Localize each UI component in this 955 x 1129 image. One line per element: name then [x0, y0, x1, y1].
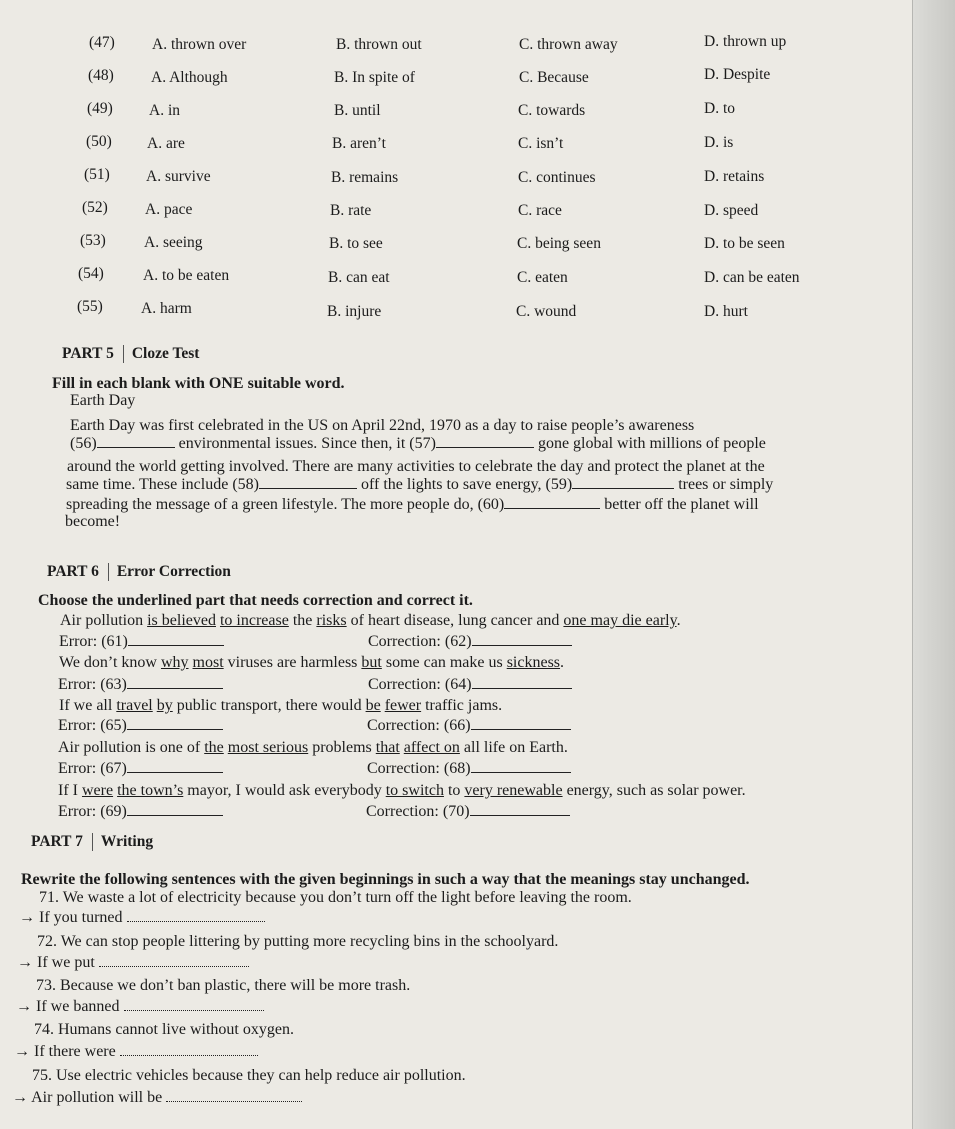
passage-title: Earth Day — [70, 392, 136, 409]
option-a: A. are — [147, 135, 185, 152]
answer-prompt: → If there were — [14, 1043, 116, 1060]
correction-label: Correction: (66) — [367, 717, 471, 734]
option-c: C. thrown away — [519, 36, 618, 53]
option-c: C. being seen — [517, 235, 601, 252]
sentence-text: public transport, there would — [172, 697, 366, 714]
option-c: C. race — [518, 202, 562, 219]
error-answer — [58, 760, 223, 778]
part6-instruction: Choose the underlined part that needs correction and correct it. — [38, 592, 473, 609]
sentence-text: Air pollution is one of — [58, 739, 205, 756]
writing-answer — [12, 1089, 302, 1107]
option-c: C. eaten — [517, 269, 568, 286]
passage-line — [66, 496, 759, 514]
writing-question: 75. Use electric vehicles because they can help reduce air pollution. — [32, 1067, 466, 1084]
answer-blank[interactable] — [97, 435, 175, 448]
answer-line[interactable] — [120, 1043, 258, 1056]
underlined-part: one may die early — [563, 612, 677, 629]
answer-blank[interactable] — [572, 476, 674, 489]
sentence-text: Air pollution — [60, 612, 148, 629]
sentence-text: all life on Earth. — [459, 739, 568, 756]
passage-line: Earth Day was first celebrated in the US on April 22nd, 1970 as a day to raise people’s awareness — [70, 417, 695, 434]
underlined-part: were — [81, 782, 114, 799]
part7-instruction: Rewrite the following sentences with the given beginnings in such a way that the meanings stay unchanged. — [21, 871, 750, 888]
part7-title: Writing — [100, 833, 154, 850]
correction-label: Correction: (62) — [368, 633, 472, 650]
underlined-part: why — [160, 654, 189, 671]
sentence-text: the — [288, 612, 317, 629]
error-label: Error: (67) — [58, 760, 127, 777]
underlined-part: affect on — [403, 739, 460, 756]
underlined-part: but — [361, 654, 382, 671]
option-a: A. to be eaten — [143, 267, 230, 284]
writing-answer — [19, 909, 265, 927]
sentence-text: If I — [58, 782, 82, 799]
passage-text: trees or simply — [678, 476, 774, 493]
option-a: A. pace — [145, 201, 193, 218]
sentence-text: viruses are harmless — [223, 654, 362, 671]
answer-blank[interactable] — [470, 803, 570, 816]
answer-blank[interactable] — [471, 717, 571, 730]
error-answer — [58, 717, 223, 735]
answer-blank[interactable] — [127, 717, 223, 730]
part5-label: PART 5 — [62, 345, 124, 363]
correction-answer — [368, 633, 572, 651]
option-b: B. can eat — [328, 269, 390, 286]
question-number: (50) — [86, 133, 112, 150]
option-d: D. hurt — [704, 303, 748, 320]
sentence-text: energy, such as solar power. — [562, 782, 746, 799]
option-b: B. aren’t — [332, 135, 386, 152]
option-b: B. until — [334, 102, 381, 119]
underlined-part: very renewable — [464, 782, 563, 799]
option-c: C. continues — [518, 169, 596, 186]
underlined-part: be — [365, 697, 381, 714]
underlined-part: risks — [316, 612, 347, 629]
question-number: (47) — [89, 34, 115, 51]
sentence-text: some can make us — [381, 654, 507, 671]
option-b: B. injure — [327, 303, 382, 320]
sentence-text: If we all — [59, 697, 117, 714]
answer-blank[interactable] — [472, 676, 572, 689]
writing-answer — [16, 998, 264, 1016]
option-d: D. can be eaten — [704, 269, 800, 286]
sentence-text: to — [443, 782, 465, 799]
part7-label: PART 7 — [31, 833, 93, 851]
answer-blank[interactable] — [471, 760, 571, 773]
blank-label: (56) — [70, 435, 97, 452]
answer-line[interactable] — [166, 1089, 302, 1102]
underlined-part: to increase — [219, 612, 289, 629]
option-a: A. seeing — [144, 234, 203, 251]
sentence-text: . — [560, 654, 565, 671]
error-sentence — [59, 697, 502, 715]
error-answer — [58, 803, 223, 821]
answer-blank[interactable] — [128, 633, 224, 646]
correction-answer — [367, 717, 571, 735]
error-label: Error: (63) — [58, 676, 127, 693]
option-a: A. thrown over — [152, 36, 247, 53]
sentence-text: traffic jams. — [421, 697, 503, 714]
writing-question: 74. Humans cannot live without oxygen. — [34, 1021, 294, 1038]
part6-heading — [47, 563, 231, 581]
answer-line[interactable] — [124, 998, 264, 1011]
correction-answer — [368, 676, 572, 694]
option-a: A. in — [149, 102, 180, 119]
answer-blank[interactable] — [504, 496, 600, 509]
answer-prompt: → If we banned — [16, 998, 120, 1015]
part5-heading — [62, 345, 199, 363]
sentence-text: mayor, I would ask everybody — [183, 782, 386, 799]
passage-text: same time. These include (58) — [66, 476, 259, 493]
option-a: A. harm — [141, 300, 192, 317]
answer-blank[interactable] — [127, 760, 223, 773]
correction-answer — [366, 803, 570, 821]
part5-instruction: Fill in each blank with ONE suitable word. — [52, 375, 345, 392]
underlined-part: is believed — [147, 612, 216, 629]
question-number: (49) — [87, 100, 113, 117]
sentence-text: We don’t know — [59, 654, 161, 671]
part7-heading — [31, 833, 153, 851]
error-answer — [58, 676, 223, 694]
question-number: (51) — [84, 166, 110, 183]
passage-line: become! — [65, 513, 121, 530]
part6-label: PART 6 — [47, 563, 109, 581]
question-number: (48) — [88, 67, 114, 84]
sentence-text: . — [676, 612, 681, 629]
option-a: A. survive — [146, 168, 211, 185]
error-sentence — [60, 612, 681, 630]
option-a: A. Although — [151, 69, 228, 86]
underlined-part: fewer — [384, 697, 422, 714]
underlined-part: the — [204, 739, 224, 756]
option-d: D. to — [704, 100, 735, 117]
question-number: (53) — [80, 232, 106, 249]
answer-blank[interactable] — [436, 435, 534, 448]
answer-blank[interactable] — [259, 476, 357, 489]
error-answer — [59, 633, 224, 651]
writing-answer — [17, 954, 249, 972]
option-b: B. rate — [330, 202, 372, 219]
underlined-part: travel — [116, 697, 153, 714]
error-sentence — [58, 739, 568, 757]
underlined-part: most — [192, 654, 224, 671]
option-b: B. thrown out — [336, 36, 422, 53]
correction-label: Correction: (64) — [368, 676, 472, 693]
error-label: Error: (61) — [59, 633, 128, 650]
page-edge — [912, 0, 955, 1129]
question-number: (54) — [78, 265, 104, 282]
option-d: D. retains — [704, 168, 765, 185]
writing-answer — [14, 1043, 258, 1061]
passage-text: better off the planet will — [604, 496, 759, 513]
option-d: D. Despite — [704, 66, 771, 83]
answer-prompt: → Air pollution will be — [12, 1089, 163, 1106]
correction-label: Correction: (68) — [367, 760, 471, 777]
answer-prompt: → If you turned — [19, 909, 123, 926]
error-label: Error: (65) — [58, 717, 127, 734]
answer-line[interactable] — [127, 909, 265, 922]
sentence-text: of heart disease, lung cancer and — [346, 612, 564, 629]
option-d: D. to be seen — [704, 235, 785, 252]
passage-line: around the world getting involved. There are many activities to celebrate the day and protect the planet at the — [67, 458, 765, 475]
correction-answer — [367, 760, 571, 778]
passage-line — [66, 476, 773, 494]
error-label: Error: (69) — [58, 803, 127, 820]
passage-line — [70, 435, 766, 453]
passage-text: environmental issues. Since then, it (57) — [178, 435, 436, 452]
part6-title: Error Correction — [116, 563, 231, 580]
underlined-part: to switch — [385, 782, 444, 799]
correction-label: Correction: (70) — [366, 803, 470, 820]
option-c: C. isn’t — [518, 135, 564, 152]
sentence-text: problems — [308, 739, 376, 756]
option-b: B. remains — [331, 169, 399, 186]
answer-blank[interactable] — [127, 803, 223, 816]
underlined-part: sickness — [506, 654, 561, 671]
answer-blank[interactable] — [127, 676, 223, 689]
writing-question: 71. We waste a lot of electricity because you don’t turn off the light before leaving the room. — [39, 889, 632, 906]
answer-blank[interactable] — [472, 633, 572, 646]
option-d: D. speed — [704, 202, 759, 219]
writing-question: 72. We can stop people littering by putting more recycling bins in the schoolyard. — [37, 933, 559, 950]
question-number: (52) — [82, 199, 108, 216]
answer-line[interactable] — [99, 954, 249, 967]
underlined-part: most serious — [227, 739, 309, 756]
underlined-part: by — [156, 697, 173, 714]
passage-text: spreading the message of a green lifestyle. The more people do, (60) — [66, 496, 505, 513]
option-c: C. towards — [518, 102, 586, 119]
underlined-part: that — [375, 739, 400, 756]
error-sentence — [59, 654, 564, 672]
option-b: B. to see — [329, 235, 383, 252]
option-c: C. Because — [519, 69, 589, 86]
error-sentence — [58, 782, 746, 800]
option-d: D. thrown up — [704, 33, 787, 50]
writing-question: 73. Because we don’t ban plastic, there will be more trash. — [36, 977, 411, 994]
question-number: (55) — [77, 298, 103, 315]
passage-text: gone global with millions of people — [537, 435, 766, 452]
part5-title: Cloze Test — [131, 345, 200, 362]
passage-text: off the lights to save energy, (59) — [360, 476, 573, 493]
option-d: D. is — [704, 134, 734, 151]
option-c: C. wound — [516, 303, 577, 320]
answer-prompt: → If we put — [17, 954, 95, 971]
option-b: B. In spite of — [334, 69, 415, 86]
underlined-part: the town’s — [117, 782, 184, 799]
